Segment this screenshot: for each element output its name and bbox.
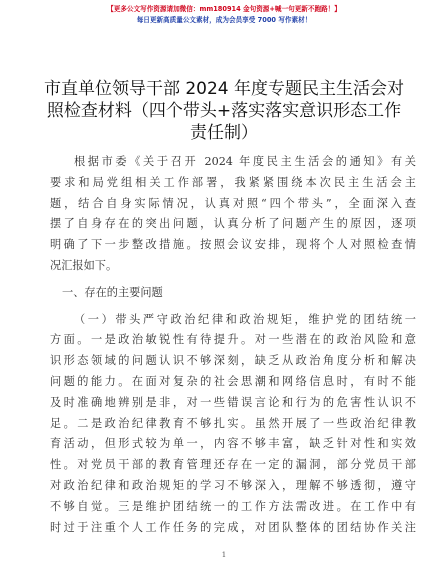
page-number: 1	[221, 551, 227, 559]
text-line: 要求和局党组相关工作部署，我紧紧围绕本次民主生活会主	[50, 175, 416, 189]
document-body	[50, 152, 416, 538]
text-line: 根据市委《关于召开 2024 年度民主生活会的通知》有关	[74, 155, 416, 168]
document-title	[0, 78, 448, 144]
promo-banner-line-2: 每日更新高质量公文素材，成为会员享受 7000 写作素材！	[136, 16, 312, 24]
text-line: （一）带头严守政治纪律和政治规矩，维护党的团结统一	[74, 312, 416, 326]
text-line: 时过于注重个人工作任务的完成，对团队整体的团结协作关注	[50, 520, 416, 534]
text-line: 问题的能力。在面对复杂的社会思潮和网络信息时，有时不能	[50, 374, 416, 388]
title-line: 市直单位领导干部 2024 年度专题民主生活会对	[43, 79, 405, 99]
text-line: 题，结合自身实际情况，认真对照“四个带头”，全面深入查	[50, 196, 416, 210]
text-line: 不够自觉。三是维护团结统一的工作方法需改进。在工作中有	[50, 499, 416, 513]
text-line: 明确了下一步整改措施。按照会议安排，现将个人对照检查情	[50, 238, 416, 252]
text-line: 足。二是政治纪律教育不够扎实。虽然开展了一些政治纪律教	[50, 416, 416, 430]
text-line: 摆了自身存在的突出问题，认真分析了问题产生的原因，逐项	[50, 217, 416, 231]
text-line: 识形态领域的问题认识不够深刻，缺乏从政治角度分析和解决	[50, 354, 416, 368]
text-line: 及时准确地辨别是非，对一些错误言论和行为的危害性认识不	[50, 395, 416, 409]
section-heading: 一、存在的主要问题	[62, 285, 163, 299]
promo-banner	[0, 4, 448, 26]
text-line: 对政治纪律和政治规矩的学习不够深入，理解不够透彻，遵守	[50, 478, 416, 492]
text-line: 性。对党员干部的教育管理还存在一定的漏洞，部分党员干部	[50, 458, 416, 472]
text-line: 育活动，但形式较为单一，内容不够丰富，缺乏针对性和实效	[50, 437, 416, 451]
title-line: 照检查材料（四个带头+落实落实意识形态工作	[46, 101, 402, 121]
intro-paragraph	[50, 152, 416, 277]
problem-paragraph	[50, 310, 416, 539]
promo-banner-line-1: 【更多公文写作资源请加微信：mm180914 金句资源+喊一句更新不跑路！】	[107, 5, 341, 13]
text-line: 况汇报如下。	[50, 258, 118, 272]
text-line: 方面。一是政治敏锐性有待提升。对一些潜在的政治风险和意	[50, 333, 416, 347]
title-line: 责任制）	[190, 123, 258, 143]
